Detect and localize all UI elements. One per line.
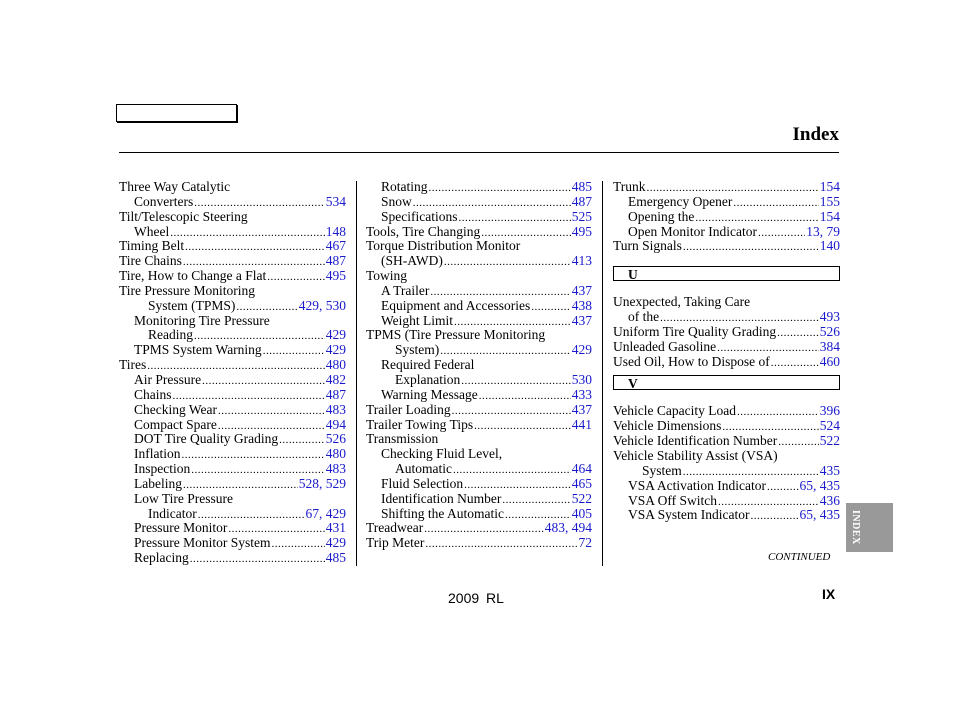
page-number: IX bbox=[822, 586, 836, 602]
index-entry bbox=[119, 447, 346, 462]
leader-dots bbox=[218, 419, 325, 433]
side-tab-label: INDEX bbox=[850, 510, 861, 545]
page-reference-link[interactable]: 72 bbox=[578, 536, 592, 551]
index-entry bbox=[613, 355, 840, 370]
entry-label: Automatic bbox=[395, 462, 452, 477]
page-reference-link[interactable]: 530 bbox=[571, 372, 592, 387]
page-reference-link[interactable]: 441 bbox=[571, 417, 592, 432]
page-reference-link[interactable]: 483, 494 bbox=[544, 521, 592, 536]
leader-dots bbox=[683, 465, 819, 479]
page-reference-link[interactable]: 525 bbox=[571, 209, 592, 224]
index-entry bbox=[613, 225, 840, 240]
entry-label: System (TPMS) bbox=[148, 298, 236, 313]
entry-label: Vehicle Dimensions bbox=[613, 419, 722, 434]
leader-dots bbox=[430, 285, 570, 299]
index-entry bbox=[119, 314, 346, 329]
leader-dots bbox=[444, 255, 571, 269]
entry-label: System bbox=[642, 463, 682, 478]
index-entry bbox=[119, 195, 346, 210]
leader-dots bbox=[660, 311, 819, 325]
leader-dots bbox=[647, 181, 819, 195]
entry-label: Tire, How to Change a Flat bbox=[119, 269, 267, 284]
index-entry bbox=[613, 464, 840, 479]
entry-label: Explanation bbox=[395, 372, 461, 387]
index-entry bbox=[366, 254, 592, 269]
index-entry bbox=[366, 492, 592, 507]
page-reference-link[interactable]: 483 bbox=[325, 402, 346, 417]
leader-dots bbox=[461, 374, 571, 388]
entry-label: Opening the bbox=[628, 209, 695, 224]
entry-label: Wheel bbox=[134, 224, 170, 239]
page-reference-link[interactable]: 140 bbox=[819, 239, 840, 254]
entry-label: Required Federal bbox=[381, 358, 475, 373]
index-entry bbox=[613, 494, 840, 509]
entry-label: Rotating bbox=[381, 180, 428, 194]
leader-dots bbox=[194, 329, 325, 343]
leader-dots bbox=[413, 196, 571, 210]
page-reference-link[interactable]: 13, 79 bbox=[806, 224, 840, 239]
leader-dots bbox=[737, 405, 819, 419]
entry-label: Converters bbox=[134, 194, 194, 209]
page-reference-link[interactable]: 405 bbox=[571, 506, 592, 521]
leader-dots bbox=[464, 478, 571, 492]
index-entry bbox=[366, 462, 592, 477]
entry-label: Warning Message bbox=[381, 387, 478, 402]
index-entry bbox=[613, 325, 840, 340]
entry-label: DOT Tire Quality Grading bbox=[134, 432, 279, 447]
page-reference-link[interactable]: 429 bbox=[325, 536, 346, 551]
entry-label: Labeling bbox=[134, 476, 182, 491]
page-reference-link[interactable]: 495 bbox=[571, 224, 592, 239]
index-entry bbox=[366, 180, 592, 195]
entry-label: A Trailer bbox=[381, 283, 430, 298]
entry-label: Inspection bbox=[134, 462, 191, 477]
index-entry bbox=[613, 419, 840, 434]
index-entry bbox=[119, 284, 346, 299]
leader-dots bbox=[718, 495, 819, 509]
index-entry bbox=[613, 479, 840, 494]
entry-label: Three Way Catalytic bbox=[119, 180, 231, 194]
index-entry bbox=[613, 210, 840, 225]
index-entry bbox=[119, 299, 346, 314]
index-entry bbox=[366, 239, 592, 254]
leader-dots bbox=[481, 226, 571, 240]
column-divider bbox=[356, 181, 357, 566]
entry-label: Transmission bbox=[366, 432, 439, 447]
leader-dots bbox=[429, 181, 571, 195]
entry-label: Timing Belt bbox=[119, 239, 185, 254]
leader-dots bbox=[767, 480, 799, 494]
leader-dots bbox=[147, 359, 324, 373]
index-entry bbox=[366, 314, 592, 329]
page-reference-link[interactable]: 65, 435 bbox=[799, 508, 840, 523]
page-reference-link[interactable]: 429 bbox=[325, 343, 346, 358]
column-divider bbox=[602, 181, 603, 566]
page-reference-link[interactable]: 482 bbox=[325, 372, 346, 387]
index-entry bbox=[366, 210, 592, 225]
index-entry bbox=[119, 328, 346, 343]
entry-label: Monitoring Tire Pressure bbox=[134, 313, 270, 328]
leader-dots bbox=[202, 374, 325, 388]
entry-label: Shifting the Automatic bbox=[381, 506, 504, 521]
entry-label: Turn Signals bbox=[613, 239, 682, 254]
page-reference-link[interactable]: 480 bbox=[325, 358, 346, 373]
page-reference-link[interactable]: 524 bbox=[819, 419, 840, 434]
page-reference-link[interactable]: 528, 529 bbox=[298, 476, 346, 491]
entry-label: (SH-AWD) bbox=[381, 254, 443, 269]
leader-dots bbox=[771, 356, 819, 370]
entry-label: Uniform Tire Quality Grading bbox=[613, 324, 777, 339]
entry-label: Open Monitor Indicator bbox=[628, 224, 757, 239]
leader-dots bbox=[425, 537, 577, 551]
page-reference-link[interactable]: 522 bbox=[819, 434, 840, 449]
index-entry bbox=[366, 269, 592, 284]
entry-label: Reading bbox=[148, 328, 193, 343]
index-column-1 bbox=[119, 180, 346, 566]
leader-dots bbox=[190, 552, 325, 566]
entry-label: Specifications bbox=[381, 209, 458, 224]
leader-dots bbox=[198, 508, 305, 522]
entry-label: Checking Wear bbox=[134, 402, 218, 417]
leader-dots bbox=[758, 226, 805, 240]
page-reference-link[interactable]: 437 bbox=[571, 283, 592, 298]
index-entry bbox=[119, 239, 346, 254]
entry-label: Emergency Opener bbox=[628, 194, 733, 209]
entry-label: Indicator bbox=[148, 506, 197, 521]
footer-model: 2009 RL bbox=[448, 590, 504, 606]
page-reference-link[interactable]: 429, 530 bbox=[298, 298, 346, 313]
index-entry bbox=[119, 418, 346, 433]
entry-label: VSA System Indicator bbox=[628, 508, 750, 523]
leader-dots bbox=[185, 240, 325, 254]
leader-dots bbox=[502, 493, 570, 507]
leader-dots bbox=[236, 300, 297, 314]
page-reference-link[interactable]: 65, 435 bbox=[799, 478, 840, 493]
leader-dots bbox=[751, 509, 799, 523]
entry-label: VSA Off Switch bbox=[628, 493, 718, 508]
leader-dots bbox=[479, 389, 571, 403]
page-reference-link[interactable]: 460 bbox=[819, 354, 840, 369]
index-entry bbox=[366, 388, 592, 403]
index-entry bbox=[119, 210, 346, 225]
page-reference-link[interactable]: 154 bbox=[819, 180, 840, 194]
leader-dots bbox=[722, 420, 818, 434]
entry-label: Weight Limit bbox=[381, 313, 454, 328]
index-entry bbox=[119, 373, 346, 388]
page-reference-link[interactable]: 526 bbox=[819, 324, 840, 339]
page-reference-link[interactable]: 429 bbox=[325, 328, 346, 343]
entry-label: Unleaded Gasoline bbox=[613, 339, 717, 354]
leader-dots bbox=[453, 463, 571, 477]
leader-dots bbox=[170, 226, 325, 240]
index-entry bbox=[119, 462, 346, 477]
page-reference-link[interactable]: 431 bbox=[325, 521, 346, 536]
index-entry bbox=[366, 477, 592, 492]
leader-dots bbox=[777, 326, 819, 340]
page-reference-link[interactable]: 429 bbox=[571, 343, 592, 358]
entry-label: Vehicle Stability Assist (VSA) bbox=[613, 448, 778, 463]
index-entry bbox=[119, 521, 346, 536]
entry-label: Pressure Monitor bbox=[134, 521, 228, 536]
index-entry bbox=[613, 195, 840, 210]
entry-label: System) bbox=[395, 343, 440, 358]
index-entry bbox=[613, 508, 840, 523]
index-entry bbox=[119, 432, 346, 447]
index-entry bbox=[613, 239, 840, 254]
index-entry bbox=[366, 507, 592, 522]
leader-dots bbox=[683, 240, 819, 254]
leader-dots bbox=[695, 211, 818, 225]
page-reference-link[interactable]: 483 bbox=[325, 462, 346, 477]
index-entry bbox=[119, 269, 346, 284]
page-reference-link[interactable]: 467 bbox=[325, 239, 346, 254]
index-entry bbox=[613, 340, 840, 355]
index-entry bbox=[366, 358, 592, 373]
index-entry bbox=[119, 492, 346, 507]
index-entry bbox=[119, 254, 346, 269]
leader-dots bbox=[505, 508, 571, 522]
continued-note: CONTINUED bbox=[768, 551, 831, 563]
index-entry bbox=[366, 328, 592, 343]
entry-label: Fluid Selection bbox=[381, 476, 464, 491]
leader-dots bbox=[778, 435, 819, 449]
entry-label: Air Pressure bbox=[134, 372, 202, 387]
entry-label: Vehicle Identification Number bbox=[613, 434, 778, 449]
page-title: Index bbox=[792, 124, 839, 145]
index-entry bbox=[613, 449, 840, 464]
page-reference-link[interactable]: 487 bbox=[571, 194, 592, 209]
entry-label: Equipment and Accessories bbox=[381, 298, 531, 313]
entry-label: Identification Number bbox=[381, 491, 502, 506]
index-entry bbox=[366, 373, 592, 388]
index-side-tab[interactable] bbox=[846, 503, 893, 552]
index-entry bbox=[613, 404, 840, 419]
index-entry bbox=[613, 295, 840, 310]
page-reference-link[interactable]: 67, 429 bbox=[305, 506, 346, 521]
index-entry bbox=[119, 180, 346, 195]
nav-box[interactable] bbox=[116, 104, 237, 122]
entry-label: of the bbox=[628, 310, 660, 325]
index-entry bbox=[613, 434, 840, 449]
entry-label: TPMS (Tire Pressure Monitoring bbox=[366, 328, 546, 343]
index-entry bbox=[366, 536, 592, 551]
page-reference-link[interactable]: 396 bbox=[819, 404, 840, 419]
page-reference-link[interactable]: 154 bbox=[819, 209, 840, 224]
entry-label: Trip Meter bbox=[366, 536, 425, 551]
leader-dots bbox=[440, 344, 570, 358]
page-reference-link[interactable]: 436 bbox=[819, 493, 840, 508]
page-reference-link[interactable]: 438 bbox=[571, 298, 592, 313]
index-column-2 bbox=[366, 180, 592, 551]
page-reference-link[interactable]: 465 bbox=[571, 476, 592, 491]
leader-dots bbox=[263, 344, 325, 358]
index-entry bbox=[366, 521, 592, 536]
page-reference-link[interactable]: 480 bbox=[325, 447, 346, 462]
leader-dots bbox=[194, 196, 325, 210]
page-reference-link[interactable]: 495 bbox=[325, 269, 346, 284]
leader-dots bbox=[272, 537, 325, 551]
page-reference-link[interactable]: 384 bbox=[819, 339, 840, 354]
index-entry bbox=[366, 343, 592, 358]
entry-label: Vehicle Capacity Load bbox=[613, 404, 736, 419]
leader-dots bbox=[183, 478, 298, 492]
leader-dots bbox=[279, 433, 325, 447]
index-entry bbox=[119, 507, 346, 522]
leader-dots bbox=[424, 522, 544, 536]
entry-label: Tire Pressure Monitoring bbox=[119, 283, 256, 298]
index-entry bbox=[119, 477, 346, 492]
index-entry bbox=[119, 551, 346, 566]
leader-dots bbox=[267, 270, 325, 284]
leader-dots bbox=[733, 196, 818, 210]
entry-label: Tilt/Telescopic Steering bbox=[119, 209, 248, 224]
page-reference-link[interactable]: 148 bbox=[325, 224, 346, 239]
entry-label: Checking Fluid Level, bbox=[381, 447, 503, 462]
leader-dots bbox=[458, 211, 570, 225]
leader-dots bbox=[717, 341, 819, 355]
index-column-3 bbox=[613, 180, 840, 523]
leader-dots bbox=[182, 448, 325, 462]
page-reference-link[interactable]: 522 bbox=[571, 491, 592, 506]
leader-dots bbox=[474, 419, 571, 433]
entry-label: Treadwear bbox=[366, 521, 424, 536]
entry-label: Torque Distribution Monitor bbox=[366, 239, 521, 254]
index-entry bbox=[366, 418, 592, 433]
leader-dots bbox=[191, 463, 325, 477]
index-entry bbox=[119, 343, 346, 358]
entry-label: TPMS System Warning bbox=[134, 343, 262, 358]
entry-label: Trunk bbox=[613, 180, 646, 194]
entry-label: Snow bbox=[381, 194, 412, 209]
leader-dots bbox=[531, 300, 571, 314]
index-entry bbox=[366, 299, 592, 314]
entry-label: Towing bbox=[366, 269, 408, 284]
page-reference-link[interactable]: 433 bbox=[571, 387, 592, 402]
page-reference-link[interactable]: 464 bbox=[571, 462, 592, 477]
section-letter-u: U bbox=[613, 266, 840, 281]
index-entry bbox=[366, 284, 592, 299]
page-reference-link[interactable]: 437 bbox=[571, 313, 592, 328]
page-reference-link[interactable]: 494 bbox=[325, 417, 346, 432]
section-spacer bbox=[613, 254, 840, 260]
entry-label: Compact Spare bbox=[134, 417, 217, 432]
index-entry bbox=[119, 403, 346, 418]
index-entry bbox=[613, 310, 840, 325]
leader-dots bbox=[218, 404, 325, 418]
index-entry bbox=[366, 432, 592, 447]
page-reference-link[interactable]: 493 bbox=[819, 310, 840, 325]
index-entry bbox=[119, 536, 346, 551]
entry-label: Inflation bbox=[134, 447, 181, 462]
page-reference-link[interactable]: 485 bbox=[325, 551, 346, 566]
entry-label: Replacing bbox=[134, 551, 189, 566]
index-entry bbox=[119, 388, 346, 403]
page-reference-link[interactable]: 534 bbox=[325, 194, 346, 209]
leader-dots bbox=[454, 315, 571, 329]
index-entry bbox=[119, 358, 346, 373]
entry-label: Used Oil, How to Dispose of bbox=[613, 354, 770, 369]
page-reference-link[interactable]: 487 bbox=[325, 254, 346, 269]
entry-label: Trailer Towing Tips bbox=[366, 417, 474, 432]
leader-dots bbox=[183, 255, 325, 269]
entry-label: VSA Activation Indicator bbox=[628, 478, 766, 493]
entry-label: Unexpected, Taking Care bbox=[613, 295, 751, 310]
entry-label: Trailer Loading bbox=[366, 402, 451, 417]
section-letter-v: V bbox=[613, 375, 840, 390]
index-entry bbox=[119, 225, 346, 240]
entry-label: Tools, Tire Changing bbox=[366, 224, 481, 239]
page-reference-link[interactable]: 435 bbox=[819, 463, 840, 478]
leader-dots bbox=[173, 389, 325, 403]
page-reference-link[interactable]: 413 bbox=[571, 254, 592, 269]
title-rule bbox=[119, 152, 839, 153]
index-entry bbox=[366, 447, 592, 462]
index-entry bbox=[366, 403, 592, 418]
index-entry bbox=[613, 180, 840, 195]
index-entry bbox=[366, 195, 592, 210]
entry-label: Pressure Monitor System bbox=[134, 536, 271, 551]
page-reference-link[interactable]: 487 bbox=[325, 387, 346, 402]
page-reference-link[interactable]: 437 bbox=[571, 402, 592, 417]
leader-dots bbox=[228, 522, 324, 536]
page-reference-link[interactable]: 155 bbox=[819, 194, 840, 209]
entry-label: Tires bbox=[119, 358, 147, 373]
page-reference-link[interactable]: 526 bbox=[325, 432, 346, 447]
entry-label: Low Tire Pressure bbox=[134, 491, 234, 506]
leader-dots bbox=[452, 404, 571, 418]
entry-label: Chains bbox=[134, 387, 172, 402]
entry-label: Tire Chains bbox=[119, 254, 182, 269]
index-entry bbox=[366, 225, 592, 240]
page-reference-link[interactable]: 485 bbox=[571, 180, 592, 194]
